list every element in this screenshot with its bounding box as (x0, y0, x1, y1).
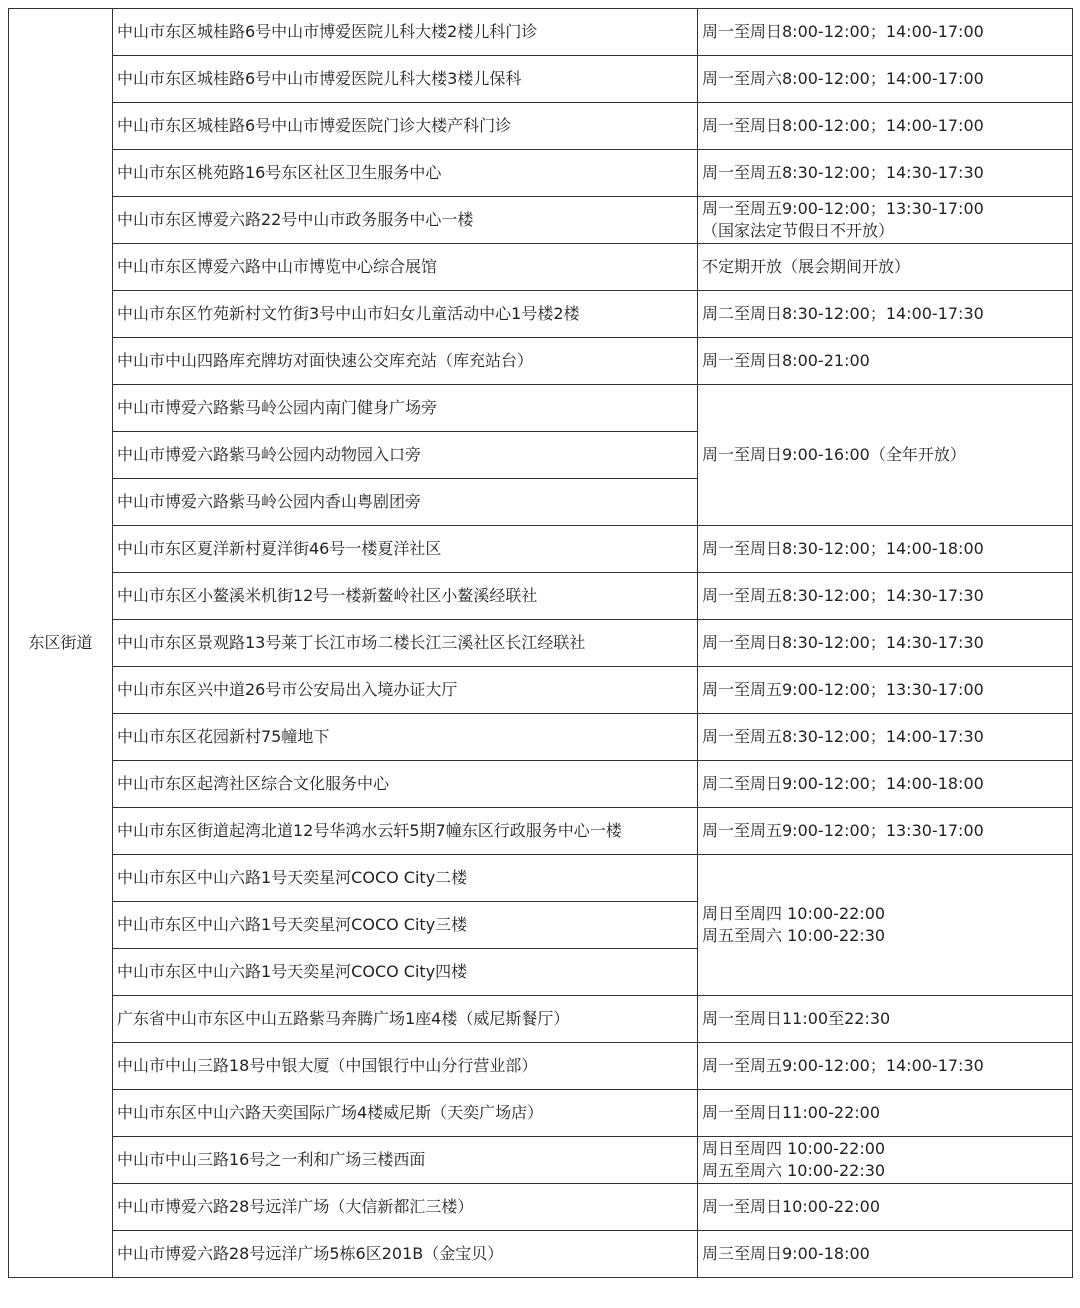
address-cell: 中山市中山三路16号之一利和广场三楼西面 (113, 1137, 698, 1184)
table-row (9, 291, 1073, 338)
table-row (9, 855, 1073, 902)
address-cell: 中山市东区中山六路1号天奕星河COCO City三楼 (113, 902, 698, 949)
address-cell: 中山市东区博爱六路22号中山市政务服务中心一楼 (113, 197, 698, 244)
hours-cell (698, 1231, 1073, 1278)
table-row (9, 9, 1073, 56)
hours-line: 周日至周四 10:00-22:00 (702, 904, 886, 923)
table-row (9, 1090, 1073, 1137)
table-row (9, 761, 1073, 808)
hours-cell (698, 103, 1073, 150)
address-cell: 中山市东区中山六路1号天奕星河COCO City二楼 (113, 855, 698, 902)
hours-line: 周一至周五9:00-12:00；13:30-17:00 (702, 680, 984, 699)
hours-cell (698, 573, 1073, 620)
hours-cell (698, 667, 1073, 714)
table-row (9, 385, 1073, 432)
table-row (9, 338, 1073, 385)
hours-cell (698, 56, 1073, 103)
hours-line: 周一至周日8:00-21:00 (702, 351, 870, 370)
address-cell: 中山市东区中山六路天奕国际广场4楼威尼斯（天奕广场店） (113, 1090, 698, 1137)
table-row (9, 103, 1073, 150)
hours-line: 周二至周日9:00-12:00；14:00-18:00 (702, 774, 984, 793)
schedule-table (8, 8, 1073, 1278)
table-row (9, 526, 1073, 573)
address-cell: 广东省中山市东区中山五路紫马奔腾广场1座4楼（威尼斯餐厅） (113, 996, 698, 1043)
address-cell: 中山市博爱六路紫马岭公园内南门健身广场旁 (113, 385, 698, 432)
hours-cell (698, 9, 1073, 56)
hours-cell (698, 1043, 1073, 1090)
address-cell: 中山市东区竹苑新村文竹街3号中山市妇女儿童活动中心1号楼2楼 (113, 291, 698, 338)
address-cell: 中山市中山四路库充牌坊对面快速公交库充站（库充站台） (113, 338, 698, 385)
table-row (9, 714, 1073, 761)
address-cell: 中山市博爱六路28号远洋广场（大信新都汇三楼） (113, 1184, 698, 1231)
schedule-table-body (9, 9, 1073, 1278)
hours-line: 周三至周日9:00-18:00 (702, 1244, 870, 1263)
hours-line: 周一至周日8:00-12:00；14:00-17:00 (702, 22, 984, 41)
hours-line: 周日至周四 10:00-22:00 (702, 1139, 886, 1158)
hours-line: 周一至周日8:30-12:00；14:00-18:00 (702, 539, 984, 558)
address-cell: 中山市中山三路18号中银大厦（中国银行中山分行营业部） (113, 1043, 698, 1090)
address-cell: 中山市东区兴中道26号市公安局出入境办证大厅 (113, 667, 698, 714)
address-cell: 中山市东区景观路13号莱丁长江市场二楼长江三溪社区长江经联社 (113, 620, 698, 667)
table-row (9, 573, 1073, 620)
hours-line: 周一至周日8:00-12:00；14:00-17:00 (702, 116, 984, 135)
table-row (9, 1137, 1073, 1184)
hours-line: 周五至周六 10:00-22:30 (702, 1161, 886, 1180)
table-row (9, 620, 1073, 667)
hours-cell (698, 526, 1073, 573)
table-row (9, 1043, 1073, 1090)
hours-cell (698, 1137, 1073, 1184)
address-cell: 中山市博爱六路28号远洋广场5栋6区201B（金宝贝） (113, 1231, 698, 1278)
address-cell: 中山市东区城桂路6号中山市博爱医院儿科大楼2楼儿科门诊 (113, 9, 698, 56)
address-cell: 中山市博爱六路紫马岭公园内香山粤剧团旁 (113, 479, 698, 526)
hours-line: 周一至周五9:00-12:00；13:30-17:00 (702, 199, 984, 218)
hours-cell (698, 291, 1073, 338)
address-cell: 中山市东区中山六路1号天奕星河COCO City四楼 (113, 949, 698, 996)
hours-cell (698, 385, 1073, 526)
hours-line: 周一至周五8:30-12:00；14:00-17:30 (702, 727, 984, 746)
hours-line: 周一至周日11:00至22:30 (702, 1009, 891, 1028)
hours-cell (698, 1090, 1073, 1137)
address-cell: 中山市东区街道起湾北道12号华鸿水云轩5期7幢东区行政服务中心一楼 (113, 808, 698, 855)
address-cell: 中山市东区城桂路6号中山市博爱医院儿科大楼3楼儿保科 (113, 56, 698, 103)
address-cell: 中山市东区小鳌溪米机街12号一楼新鳌岭社区小鳌溪经联社 (113, 573, 698, 620)
hours-line: 周一至周五8:30-12:00；14:30-17:30 (702, 586, 984, 605)
hours-line: 周一至周五9:00-12:00；14:00-17:30 (702, 1056, 984, 1075)
hours-line: 周一至周日10:00-22:00 (702, 1197, 880, 1216)
address-cell: 中山市东区城桂路6号中山市博爱医院门诊大楼产科门诊 (113, 103, 698, 150)
hours-line: 周一至周日11:00-22:00 (702, 1103, 880, 1122)
hours-cell (698, 244, 1073, 291)
hours-cell (698, 761, 1073, 808)
hours-line: 周一至周五8:30-12:00；14:30-17:30 (702, 163, 984, 182)
hours-line: 周一至周日9:00-16:00（全年开放） (702, 445, 966, 464)
table-row (9, 808, 1073, 855)
hours-cell (698, 150, 1073, 197)
address-cell: 中山市东区博爱六路中山市博览中心综合展馆 (113, 244, 698, 291)
table-row (9, 1231, 1073, 1278)
hours-line: 周一至周六8:00-12:00；14:00-17:00 (702, 69, 984, 88)
hours-line: 周一至周日8:30-12:00；14:30-17:30 (702, 633, 984, 652)
address-cell: 中山市东区花园新村75幢地下 (113, 714, 698, 761)
hours-cell (698, 338, 1073, 385)
hours-cell (698, 197, 1073, 244)
hours-cell (698, 808, 1073, 855)
hours-line: 周二至周日8:30-12:00；14:00-17:30 (702, 304, 984, 323)
hours-cell (698, 620, 1073, 667)
hours-cell (698, 855, 1073, 996)
address-cell: 中山市东区起湾社区综合文化服务中心 (113, 761, 698, 808)
table-row (9, 150, 1073, 197)
address-cell: 中山市东区桃苑路16号东区社区卫生服务中心 (113, 150, 698, 197)
address-cell: 中山市博爱六路紫马岭公园内动物园入口旁 (113, 432, 698, 479)
table-row (9, 996, 1073, 1043)
hours-line: 不定期开放（展会期间开放） (702, 257, 911, 276)
table-row (9, 56, 1073, 103)
table-row (9, 197, 1073, 244)
hours-cell (698, 1184, 1073, 1231)
hours-line: 周五至周六 10:00-22:30 (702, 926, 886, 945)
hours-line: （国家法定节假日不开放） (702, 221, 895, 240)
address-cell: 中山市东区夏洋新村夏洋街46号一楼夏洋社区 (113, 526, 698, 573)
table-row (9, 1184, 1073, 1231)
hours-cell (698, 996, 1073, 1043)
district-cell: 东区街道 (9, 9, 113, 1278)
table-row (9, 244, 1073, 291)
hours-line: 周一至周五9:00-12:00；13:30-17:00 (702, 821, 984, 840)
table-row (9, 667, 1073, 714)
hours-cell (698, 714, 1073, 761)
